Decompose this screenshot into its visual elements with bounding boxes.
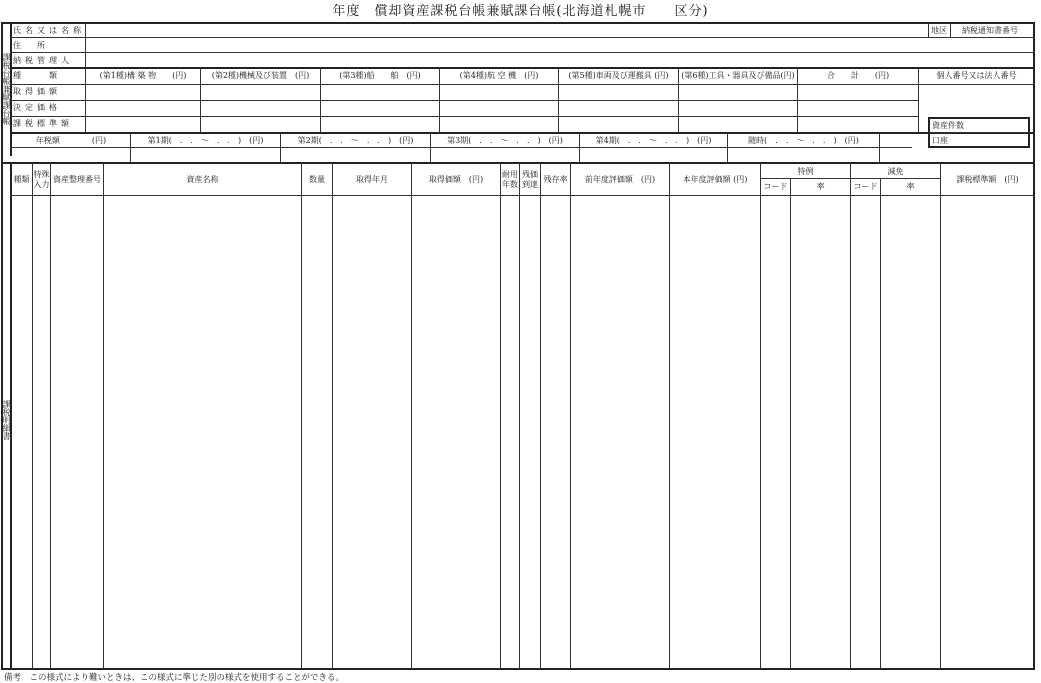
table-rule xyxy=(880,178,881,668)
notice-number-label: 納税通知書番号 xyxy=(962,26,1018,35)
kind-row-label: 種 類 xyxy=(13,71,61,80)
col-useful-life: 耐用年数 xyxy=(502,170,518,189)
col-special-input: 特殊入力 xyxy=(33,170,50,189)
asset-count-label: 資産件数 xyxy=(932,121,964,130)
col-asset-name: 資産名称 xyxy=(186,175,219,184)
category-ships: (第3種)船 舶 (円) xyxy=(339,71,421,80)
col-prev-valuation: 前年度評価額 (円) xyxy=(584,175,656,184)
table-rule xyxy=(850,163,851,668)
table-rule xyxy=(10,37,1034,38)
col-exemption-rate: 率 xyxy=(906,182,915,191)
table-rule xyxy=(50,163,51,668)
district-label: 地区 xyxy=(931,26,947,35)
table-rule xyxy=(10,100,918,101)
table-rule xyxy=(1,162,1035,164)
table-rule xyxy=(10,84,1034,85)
table-rule xyxy=(32,163,33,668)
table-rule xyxy=(760,163,761,668)
table-rule xyxy=(879,132,880,162)
table-rule xyxy=(519,163,520,668)
category-structures: (第1種)構 築 物 (円) xyxy=(99,71,187,80)
col-curr-valuation: 本年度評価額 (円) xyxy=(682,175,748,184)
table-rule xyxy=(10,132,1034,134)
side-label-detail: 課税明細書 xyxy=(2,399,11,440)
tax-base-row-label: 課税標準額 xyxy=(13,119,73,128)
col-special: 特例 xyxy=(797,167,814,176)
period-1-label: 第1期( . . ～ . . ) (円) xyxy=(147,136,264,145)
occasional-label: 随時( . . ～ . . ) (円) xyxy=(748,136,859,145)
period-3-label: 第3期( . . ～ . . ) (円) xyxy=(447,136,563,145)
table-rule xyxy=(669,163,670,668)
col-exemption: 減免 xyxy=(887,167,904,176)
col-asset-number: 資産整理番号 xyxy=(53,175,101,184)
period-4-label: 第4期( . . ～ . . ) (円) xyxy=(595,136,712,145)
table-rule xyxy=(929,132,1029,133)
table-rule xyxy=(940,163,941,668)
table-rule xyxy=(950,24,951,37)
category-total: 合 計 (円) xyxy=(826,71,890,80)
category-vehicles: (第5種)車両及び運搬具 (円) xyxy=(568,71,669,80)
annual-tax-label: 年税額 (円) xyxy=(35,136,107,145)
col-reduced-value: 残価到達 xyxy=(522,170,538,189)
col-quantity: 数量 xyxy=(309,175,325,184)
address-label: 住 所 xyxy=(13,41,45,50)
table-rule xyxy=(928,24,929,37)
table-rule xyxy=(103,163,104,668)
table-rule xyxy=(301,163,302,668)
personal-number-label: 個人番号又は法人番号 xyxy=(936,71,1017,80)
footnote: 備考 この様式により難いときは、この様式に準じた別の様式を使用することができる。 xyxy=(4,673,345,683)
col-kind: 種類 xyxy=(13,175,30,184)
table-rule xyxy=(85,24,86,67)
col-special-rate: 率 xyxy=(816,182,825,191)
table-rule xyxy=(570,163,571,668)
page-title: 年度 償却資産課税台帳兼賦課台帳(北海道札幌市 区分) xyxy=(332,4,709,19)
table-rule xyxy=(411,163,412,668)
owner-name-label: 氏名又は名称 xyxy=(13,26,85,35)
table-rule xyxy=(10,67,1034,69)
category-aircraft: (第4種)航 空 機 (円) xyxy=(459,71,539,80)
col-acquisition-cost: 取得価額 (円) xyxy=(428,175,484,184)
table-rule xyxy=(540,163,541,668)
table-rule xyxy=(10,116,918,117)
table-rule xyxy=(10,147,912,148)
account-label: 口座 xyxy=(932,136,948,145)
category-tools: (第6種)工具・器具及び備品(円) xyxy=(681,71,795,80)
table-rule xyxy=(790,178,791,668)
col-tax-base: 課税標準額 (円) xyxy=(956,175,1019,184)
col-residual-rate: 残存率 xyxy=(543,175,568,184)
acq-cost-row-label: 取得価額 xyxy=(13,87,61,96)
table-rule xyxy=(500,163,501,668)
category-machinery: (第2種)機械及び装置 (円) xyxy=(211,71,310,80)
side-label-ledger: 課税台帳兼賦課台帳 xyxy=(2,53,11,125)
decided-price-row-label: 決定価格 xyxy=(13,103,61,112)
table-rule xyxy=(10,52,1034,53)
period-2-label: 第2期( . . ～ . . ) (円) xyxy=(297,136,414,145)
col-acquired-date: 取得年月 xyxy=(356,175,388,184)
col-special-code: コード xyxy=(763,182,788,191)
tax-manager-label: 納税管理人 xyxy=(13,56,73,65)
table-rule xyxy=(332,163,333,668)
col-exemption-code: コード xyxy=(853,182,878,191)
